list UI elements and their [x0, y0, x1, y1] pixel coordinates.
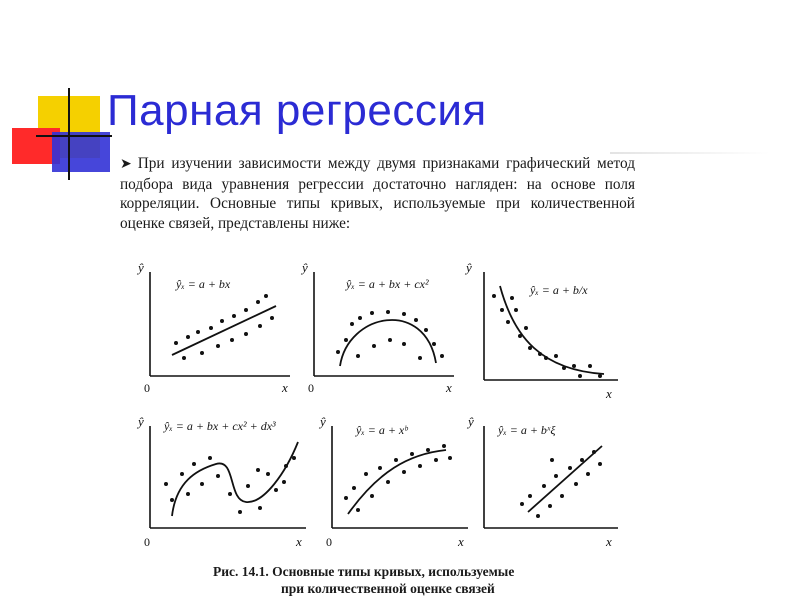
- caption-line-1: Рис. 14.1. Основные типы кривых, используемые: [213, 564, 515, 579]
- origin-label: 0: [144, 535, 150, 549]
- origin-label: 0: [326, 535, 332, 549]
- regression-line: [528, 446, 602, 512]
- data-points: [174, 294, 274, 360]
- axes: [332, 426, 468, 528]
- chart-power: [318, 412, 473, 554]
- intro-paragraph-text: При изучении зависимости между двумя признаками графический метод подбора вида уравнения регрессии достаточно нагляден: на основе поля корреляции. Основные типы кривых, используемые при количественной оценке связей, представлены ниже:: [120, 155, 635, 232]
- data-points: [492, 294, 602, 378]
- x-axis-label: x: [282, 380, 288, 395]
- chart-linear: [136, 258, 296, 398]
- chart-hyperbolic: [464, 258, 624, 401]
- formula-label: ŷₓ = a + bx + cx² + dx³: [164, 419, 276, 433]
- chart-quadratic: [300, 258, 460, 398]
- regression-curve: [172, 442, 298, 516]
- decor-horizontal-line: [36, 135, 112, 137]
- chart-cubic: [136, 412, 311, 554]
- regression-line: [172, 306, 276, 355]
- formula-label: ŷₓ = a + bˣξ: [498, 423, 556, 437]
- origin-label: 0: [308, 381, 314, 395]
- formula-label: ŷₓ = a + bx: [176, 277, 231, 291]
- y-axis-label: ŷ: [468, 414, 474, 429]
- data-points: [336, 310, 444, 360]
- x-axis-label: x: [606, 534, 612, 549]
- formula-label: ŷₓ = a + b/x: [530, 283, 588, 297]
- y-axis-label: ŷ: [138, 260, 144, 275]
- y-axis-label: ŷ: [320, 414, 326, 429]
- origin-label: 0: [144, 381, 150, 395]
- formula-label: ŷₓ = a + xᵇ: [356, 423, 408, 437]
- figure-caption: [205, 563, 575, 597]
- axes: [150, 426, 306, 528]
- slide-title: Парная регрессия: [107, 86, 487, 135]
- chart-exponential: [466, 412, 624, 554]
- x-axis-label: x: [296, 534, 302, 549]
- decor-vertical-line: [68, 88, 70, 180]
- regression-curve: [500, 286, 604, 374]
- intro-paragraph: [120, 154, 635, 233]
- y-axis-label: ŷ: [466, 260, 472, 275]
- y-axis-label: ŷ: [302, 260, 308, 275]
- x-axis-label: x: [446, 380, 452, 395]
- caption-line-2: при количественной оценке связей: [281, 581, 495, 596]
- arrow-bullet-icon: ➤: [120, 156, 132, 172]
- formula-label: ŷₓ = a + bx + cx²: [346, 277, 429, 291]
- x-axis-label: x: [606, 386, 612, 401]
- x-axis-label: x: [458, 534, 464, 549]
- decor-blue-square: [52, 132, 110, 172]
- y-axis-label: ŷ: [138, 414, 144, 429]
- axes: [484, 426, 618, 528]
- data-points: [344, 444, 452, 512]
